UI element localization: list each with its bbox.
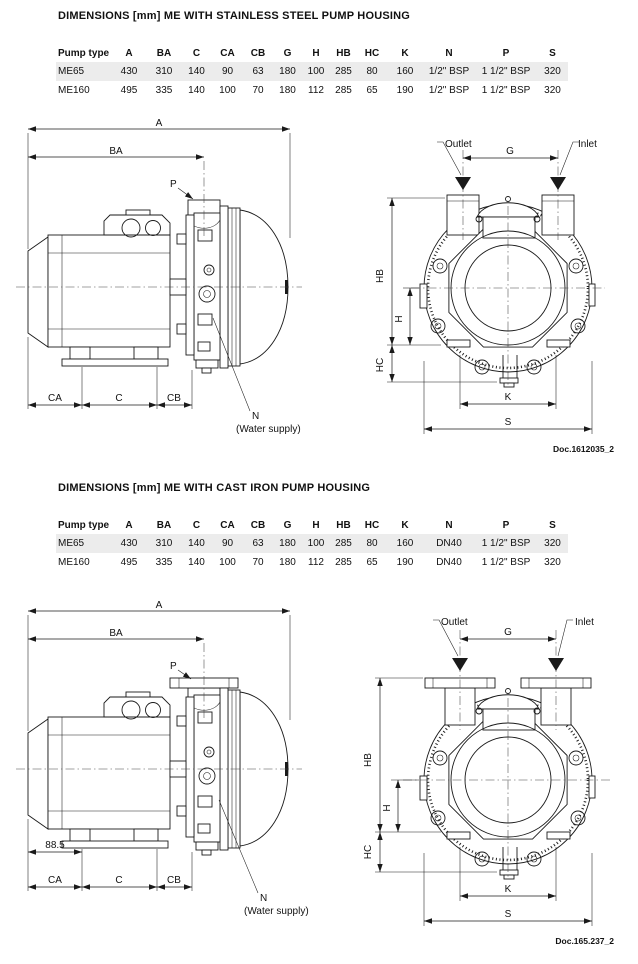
inlet-arrow-icon — [550, 177, 566, 190]
table-cell: 180 — [273, 534, 302, 553]
table-cell: 310 — [147, 534, 181, 553]
table-cell: 285 — [335, 85, 352, 96]
table-cell: 310 — [147, 62, 181, 81]
table-cell: 1/2" BSP — [428, 85, 470, 96]
table-cell: ME160 — [58, 85, 90, 96]
table-row — [56, 534, 568, 553]
table-cell: 1 1/2" BSP — [475, 62, 537, 81]
table-row — [56, 553, 568, 572]
table-cell: 495 — [120, 85, 138, 96]
table-cell: 160 — [387, 62, 423, 81]
dim-label-c: C — [115, 875, 123, 886]
col-header: G — [283, 520, 292, 531]
dim-label-hc: HC — [363, 844, 374, 860]
table-cell: 100 — [302, 62, 330, 81]
table-cell: ME65 — [56, 534, 111, 553]
col-header: CA — [220, 520, 235, 531]
table-cell: 1 1/2" BSP — [481, 557, 531, 568]
col-header: K — [401, 520, 409, 531]
col-header: N — [445, 520, 453, 531]
dim-label-k: K — [504, 884, 512, 895]
drawing-side-view-stainless — [14, 118, 334, 438]
table-cell: 190 — [396, 85, 414, 96]
table-cell: 70 — [252, 557, 264, 568]
dim-label-ca: CA — [48, 875, 62, 886]
col-header: S — [549, 520, 556, 531]
col-header: A — [125, 48, 133, 59]
table-cell: DN40 — [423, 534, 475, 553]
dim-label-g: G — [504, 627, 512, 638]
col-header: HC — [364, 48, 380, 59]
dim-label-a: A — [155, 118, 163, 129]
col-header: S — [549, 48, 556, 59]
col-header: A — [125, 520, 133, 531]
dim-label-cb: CB — [167, 875, 181, 886]
pump-front-outline — [420, 678, 595, 879]
col-header: CB — [250, 520, 266, 531]
dim-label-n: N — [260, 893, 268, 904]
inlet-label: Inlet — [578, 139, 597, 150]
col-header: H — [312, 520, 320, 531]
dimensions-table-cast-iron — [56, 517, 568, 572]
dim-label-g: G — [506, 146, 514, 157]
table-cell: 320 — [544, 557, 561, 568]
dim-label-h: H — [382, 804, 393, 812]
inlet-arrow-icon — [548, 658, 564, 671]
outlet-label: Outlet — [441, 617, 468, 628]
col-header: G — [283, 48, 292, 59]
col-header: CB — [250, 48, 266, 59]
table-cell: 430 — [111, 62, 147, 81]
table-cell: 112 — [308, 85, 324, 96]
dim-label-ca: CA — [48, 393, 62, 404]
inlet-label: Inlet — [575, 617, 594, 628]
table-cell: 430 — [111, 534, 147, 553]
dim-label-s: S — [504, 417, 512, 428]
motor-outline — [28, 210, 186, 366]
table-cell: 285 — [335, 557, 352, 568]
section-title-cast-iron: DIMENSIONS [mm] ME WITH CAST IRON PUMP HOUSING — [58, 482, 371, 494]
col-header: K — [401, 48, 409, 59]
table-cell: 320 — [544, 85, 561, 96]
table-cell: 495 — [120, 557, 138, 568]
water-supply-note: (Water supply) — [236, 424, 301, 435]
table-cell: 335 — [155, 85, 173, 96]
col-header: BA — [156, 48, 172, 59]
dimensions-table-stainless — [56, 45, 568, 100]
dim-label-s: S — [504, 909, 512, 920]
table-cell: 160 — [387, 534, 423, 553]
table-cell: 1/2" BSP — [423, 62, 475, 81]
table-cell: 180 — [279, 85, 296, 96]
table-cell: 140 — [188, 85, 205, 96]
col-header: C — [192, 48, 201, 59]
col-header: HC — [364, 520, 380, 531]
table-cell: 320 — [537, 62, 568, 81]
water-supply-note: (Water supply) — [244, 906, 309, 917]
col-header: HB — [336, 520, 351, 531]
col-header: N — [445, 48, 453, 59]
table-cell: 1 1/2" BSP — [481, 85, 531, 96]
table-row — [56, 62, 568, 81]
dim-label-c: C — [115, 393, 123, 404]
table-cell: 70 — [252, 85, 264, 96]
drawing-front-view-stainless — [333, 118, 638, 463]
table-cell: 63 — [243, 62, 273, 81]
col-header: BA — [156, 520, 172, 531]
table-cell: 100 — [302, 534, 330, 553]
col-header: Pump type — [58, 520, 110, 531]
table-cell: 320 — [537, 534, 568, 553]
table-cell: 140 — [181, 534, 212, 553]
dim-label-hb: HB — [363, 753, 374, 767]
col-header: P — [502, 520, 510, 531]
table-cell: 285 — [330, 62, 357, 81]
dim-label-h: H — [394, 315, 405, 323]
section-title-stainless: DIMENSIONS [mm] ME WITH STAINLESS STEEL PUMP HOUSING — [58, 10, 411, 22]
table-cell: 180 — [279, 557, 296, 568]
table-cell: 80 — [357, 62, 387, 81]
outlet-arrow-icon — [452, 658, 468, 671]
table-cell: ME160 — [58, 557, 90, 568]
col-header: C — [192, 520, 201, 531]
table-header-row — [56, 45, 568, 62]
table-cell: 180 — [273, 62, 302, 81]
dim-label-ba: BA — [109, 628, 123, 639]
doc-number-cast-iron: Doc.165.237_2 — [555, 936, 614, 946]
table-cell: ME65 — [56, 62, 111, 81]
dim-label-cb: CB — [167, 393, 181, 404]
dim-label-foot-offset: 88.5 — [45, 840, 65, 851]
dim-label-p: P — [170, 179, 177, 190]
dim-label-a: A — [155, 600, 163, 611]
table-cell: 140 — [181, 62, 212, 81]
table-cell: 63 — [243, 534, 273, 553]
col-header: CA — [220, 48, 235, 59]
outlet-label: Outlet — [445, 139, 472, 150]
drawing-side-view-cast-iron — [14, 590, 334, 920]
table-cell: 285 — [330, 534, 357, 553]
dim-label-n: N — [252, 411, 260, 422]
col-header: HB — [336, 48, 351, 59]
outlet-arrow-icon — [455, 177, 471, 190]
table-cell: 80 — [357, 534, 387, 553]
dim-label-hb: HB — [375, 269, 386, 283]
table-cell: 65 — [366, 557, 378, 568]
table-cell: DN40 — [436, 557, 462, 568]
table-cell: 190 — [396, 557, 414, 568]
table-cell: 1 1/2" BSP — [475, 534, 537, 553]
col-header: H — [312, 48, 320, 59]
table-cell: 140 — [188, 557, 205, 568]
table-cell: 100 — [219, 557, 236, 568]
table-cell: 100 — [219, 85, 236, 96]
table-cell: 90 — [212, 534, 243, 553]
drawing-front-view-cast-iron — [333, 600, 638, 955]
table-row — [56, 81, 568, 100]
col-header: P — [502, 48, 510, 59]
motor-outline — [28, 692, 186, 848]
table-cell: 335 — [155, 557, 173, 568]
pump-outline — [170, 678, 288, 855]
dim-label-p: P — [170, 661, 177, 672]
table-cell: 112 — [308, 557, 324, 568]
pump-outline — [177, 200, 288, 373]
table-cell: 90 — [212, 62, 243, 81]
dim-label-hc: HC — [375, 357, 386, 373]
col-header: Pump type — [58, 48, 110, 59]
pump-front-outline — [420, 195, 595, 387]
dim-label-k: K — [504, 392, 512, 403]
doc-number-stainless: Doc.1612035_2 — [553, 444, 614, 454]
table-header-row — [56, 517, 568, 534]
dim-label-ba: BA — [109, 146, 123, 157]
table-cell: 65 — [366, 85, 378, 96]
